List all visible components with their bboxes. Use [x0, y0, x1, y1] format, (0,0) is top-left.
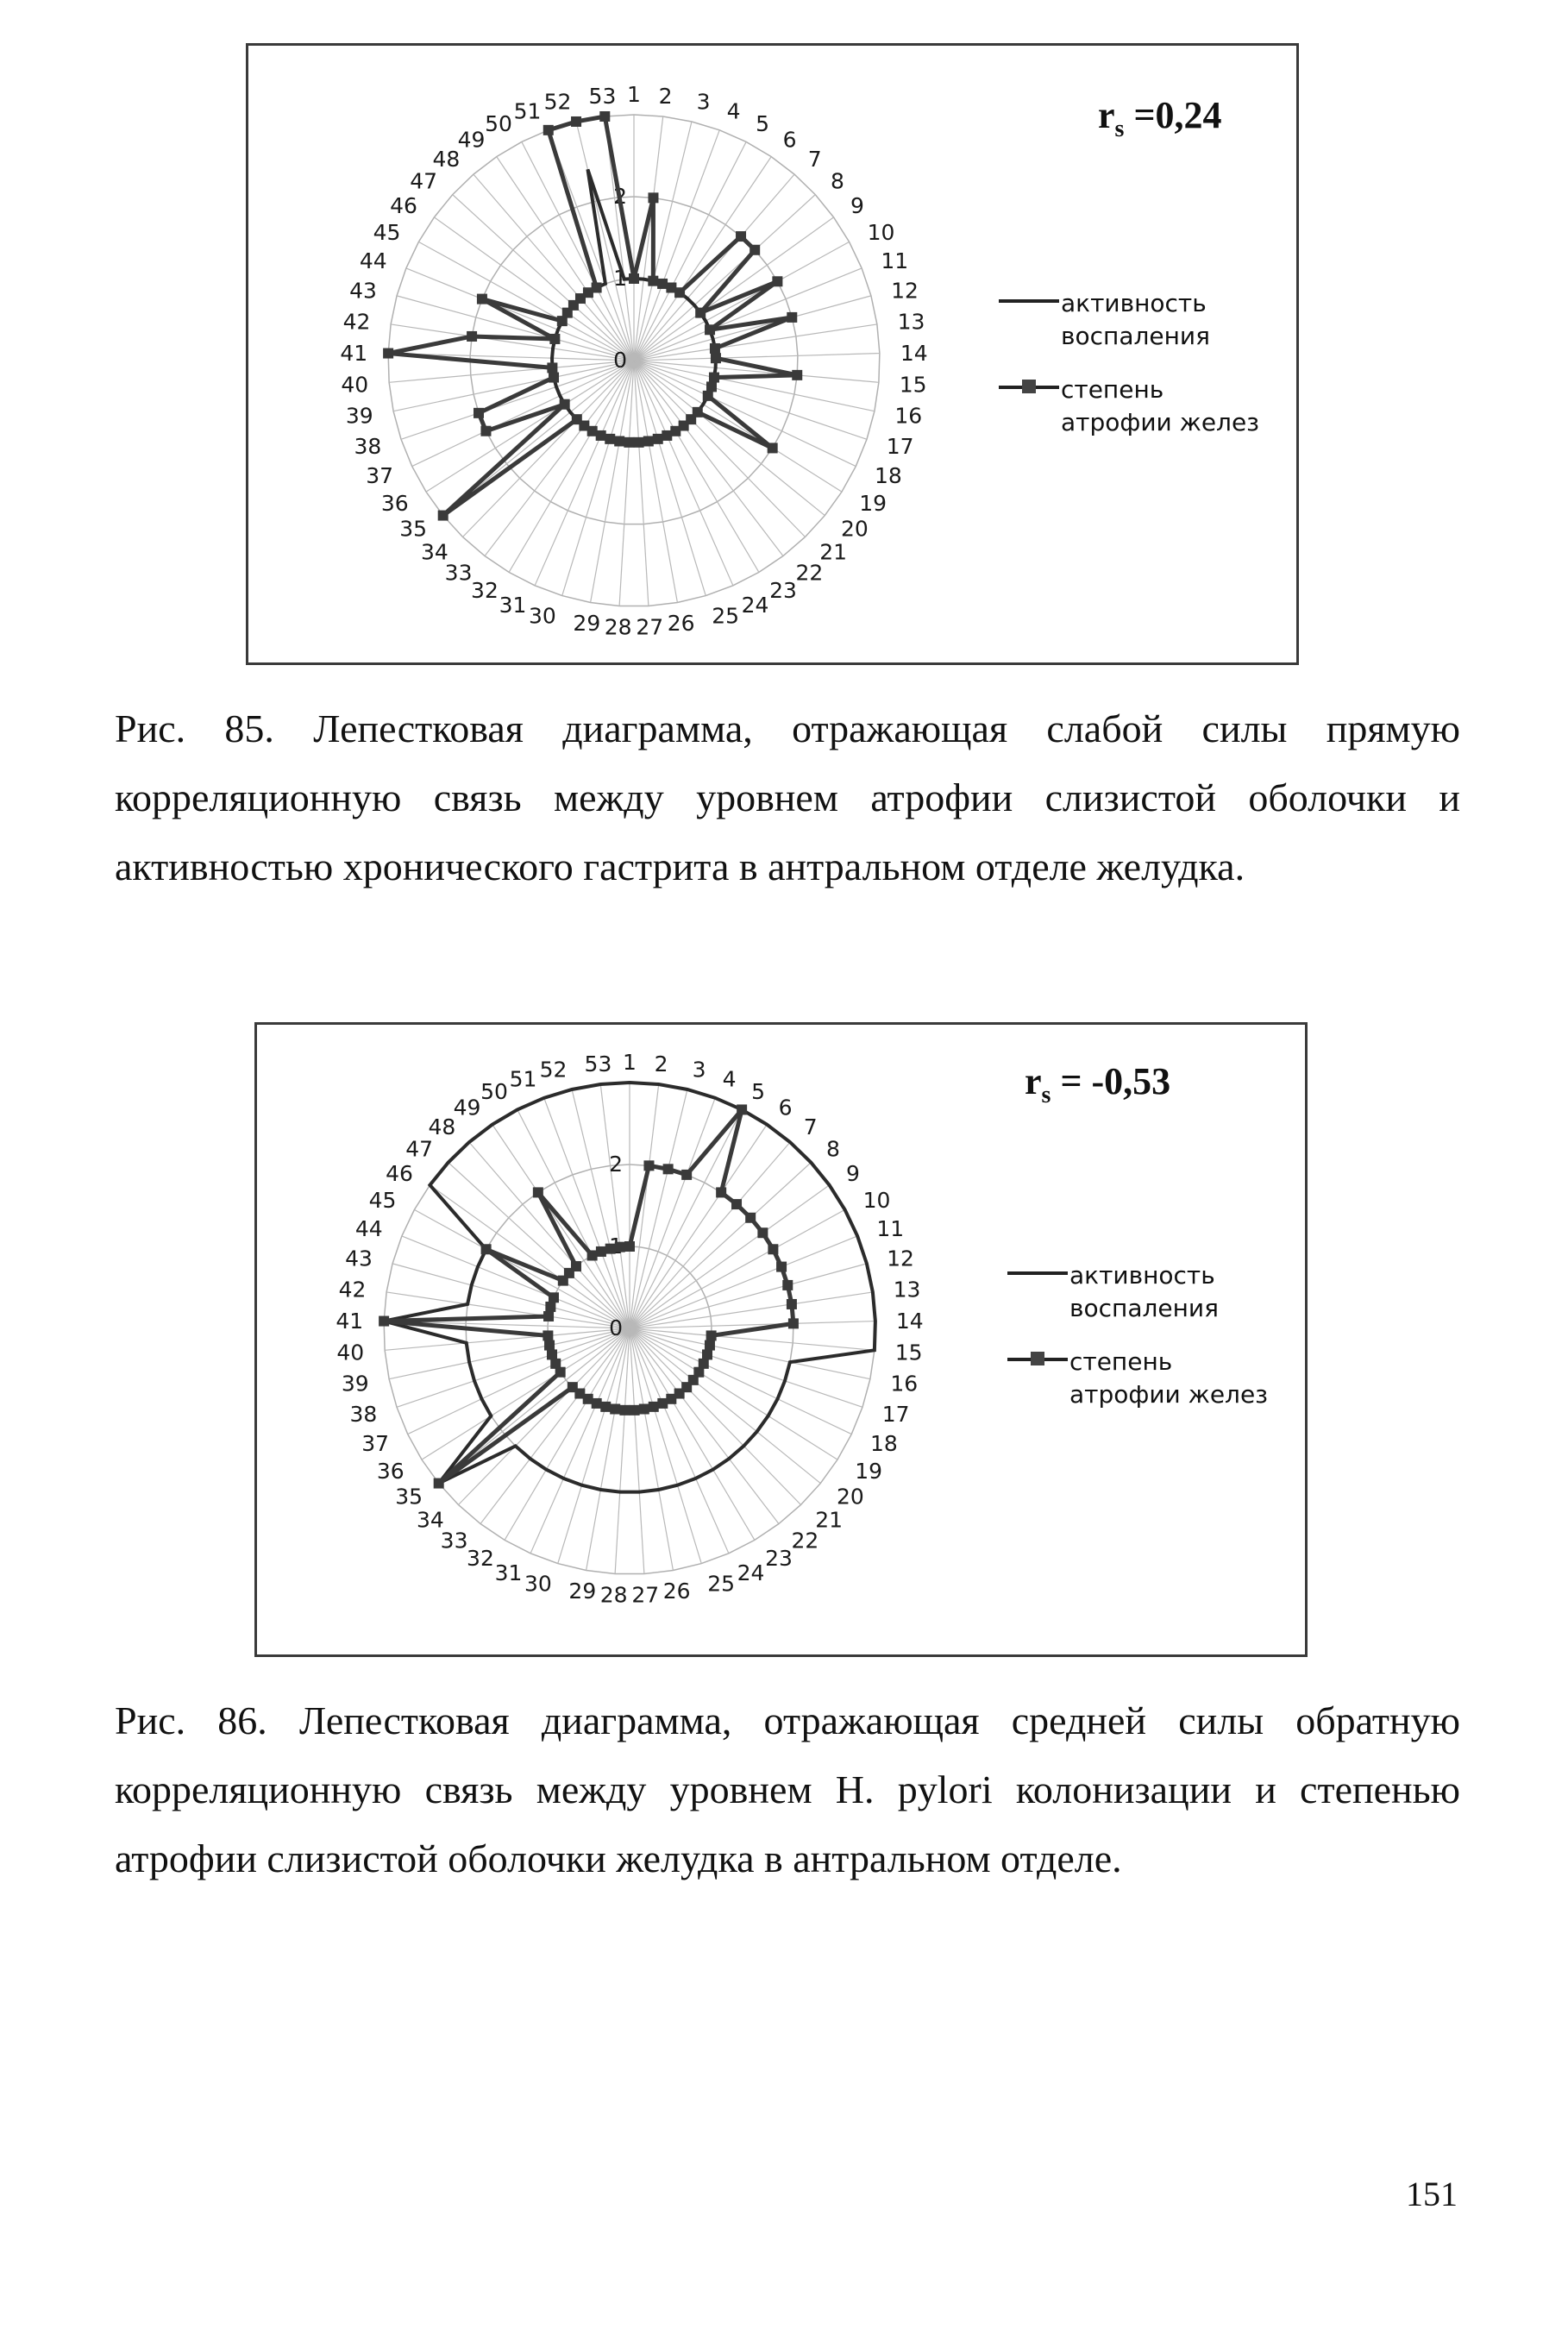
figure-85-chart: 0 1 2 1 2 3 4 5 6 7 8 9 10 11 12 13 14 15 16 17 18 19 20 21 22 23 24 25 26 27 28 29 30 31 32 33 34 35 36 37 38 39 40 41 42 43 44 45 46 47 48 49 50 51 52 53 $r_s =0,24$ активность воспаления степень атрофии желез — [246, 43, 1299, 665]
series-point — [438, 511, 448, 521]
category-label: 41 — [340, 340, 368, 366]
category-label: 50 — [485, 111, 512, 137]
series-point — [695, 308, 706, 318]
series-point — [757, 1227, 768, 1238]
category-label: 33 — [444, 560, 473, 586]
series-point — [737, 1104, 747, 1114]
series-point — [710, 343, 720, 354]
category-label: 20 — [836, 1484, 864, 1510]
category-label: 15 — [899, 372, 927, 398]
series-point — [745, 1213, 756, 1223]
ring-label: 0 — [613, 348, 627, 373]
category-label: 30 — [528, 603, 556, 629]
series-point — [648, 276, 658, 286]
series-point — [571, 1261, 581, 1271]
series-point — [736, 231, 746, 242]
category-label: 4 — [722, 1066, 737, 1092]
series-point — [549, 373, 559, 383]
series-point — [383, 348, 393, 359]
radar-spoke — [630, 1236, 857, 1328]
category-label: 2 — [654, 1052, 668, 1077]
category-label: 28 — [604, 614, 632, 640]
radar-spoke — [630, 1292, 873, 1328]
series-point — [571, 116, 581, 127]
radar-spoke — [634, 361, 879, 382]
series-point — [639, 1404, 649, 1415]
radar-spoke — [414, 1209, 630, 1328]
series-point — [634, 437, 644, 448]
series-point — [605, 1244, 616, 1254]
series-point — [681, 1170, 692, 1180]
ring-label: 2 — [609, 1152, 623, 1177]
radar-spoke — [406, 268, 634, 361]
category-label: 38 — [349, 1401, 378, 1427]
series-point — [643, 436, 654, 447]
radar-spoke — [389, 1328, 630, 1379]
category-label: 39 — [345, 403, 373, 429]
series-point — [544, 1340, 555, 1351]
category-label: 35 — [395, 1484, 423, 1510]
category-label: 16 — [890, 1371, 919, 1397]
series-point — [663, 1164, 674, 1174]
series-point — [788, 1318, 799, 1328]
series-point — [549, 334, 560, 344]
ring-label: 1 — [613, 266, 627, 291]
series-line — [388, 116, 797, 516]
category-label: 36 — [376, 1458, 405, 1484]
radar-spoke — [630, 1328, 644, 1573]
category-label: 16 — [894, 403, 923, 429]
category-label: 21 — [815, 1507, 844, 1533]
category-label: 4 — [726, 98, 741, 124]
radar-spoke — [630, 1328, 870, 1379]
radar-spoke — [630, 1109, 742, 1328]
radar-spoke — [397, 1328, 630, 1407]
category-label: 2 — [658, 84, 673, 110]
series-point — [543, 1330, 553, 1340]
category-label: 35 — [399, 516, 428, 542]
category-label: 45 — [373, 219, 401, 245]
series-point — [600, 1402, 611, 1412]
category-label: 27 — [636, 614, 664, 640]
category-label: 46 — [386, 1160, 413, 1186]
radar-spoke — [535, 361, 634, 586]
radar-spoke — [615, 1328, 630, 1573]
series-point — [624, 437, 634, 448]
radar-spoke — [634, 242, 850, 361]
radar-spoke — [634, 361, 806, 537]
category-label: 27 — [631, 1582, 660, 1608]
series-point — [768, 1244, 778, 1254]
series-point — [711, 353, 721, 363]
series-point — [630, 1405, 640, 1416]
radar-spoke — [634, 354, 880, 361]
category-label: 48 — [432, 146, 461, 172]
category-label: 47 — [410, 168, 438, 194]
category-label: 37 — [366, 462, 394, 488]
series-point — [648, 192, 658, 203]
category-label: 26 — [667, 611, 695, 637]
category-label: 8 — [825, 1136, 840, 1162]
category-label: 53 — [588, 84, 617, 110]
category-label: 5 — [756, 111, 770, 137]
figure-86-chart: 0 2 1 2 3 4 5 6 7 8 9 10 11 12 13 14 15 16 17 18 19 20 21 22 23 24 25 26 27 28 29 30 31 32 33 34 35 36 37 38 39 40 41 42 43 44 45 46 47 48 49 50 51 52 53 $r_s = -0,53$ активность воспаления степень атрофии желез — [254, 1022, 1308, 1657]
category-label: 3 — [696, 89, 711, 115]
radar-spoke — [619, 361, 634, 606]
series-point — [572, 414, 582, 424]
radar-spoke — [634, 324, 877, 361]
page-number: 151 — [1406, 2175, 1458, 2213]
category-label: 7 — [807, 146, 822, 172]
radar-spoke — [530, 1328, 630, 1554]
radar-chart-86 — [257, 1025, 1305, 1654]
series-point — [787, 1299, 797, 1309]
series-point — [768, 443, 778, 453]
correlation-coefficient: $r_s = -0,53$ — [1025, 1060, 1171, 1108]
category-label: 34 — [420, 539, 448, 565]
legend-line-icon — [1007, 1271, 1068, 1275]
category-label: 34 — [416, 1507, 444, 1533]
category-label: 1 — [627, 82, 641, 107]
radar-spoke — [474, 174, 634, 361]
series-point — [615, 1242, 625, 1252]
series-point — [610, 1404, 620, 1415]
category-label: 18 — [874, 462, 902, 488]
series-point — [543, 125, 554, 135]
category-label: 51 — [509, 1066, 537, 1092]
series-point — [643, 1160, 654, 1171]
series-point — [592, 282, 602, 292]
radar-spoke — [634, 361, 842, 492]
category-label: 44 — [359, 248, 387, 273]
category-label: 51 — [513, 98, 542, 124]
series-point — [653, 434, 663, 444]
category-label: 40 — [341, 372, 369, 398]
category-label: 48 — [428, 1114, 456, 1139]
category-label: 8 — [830, 168, 844, 194]
category-label: 9 — [846, 1160, 860, 1186]
series-point — [605, 434, 615, 444]
category-label: 7 — [803, 1114, 818, 1139]
category-label: 41 — [336, 1308, 364, 1334]
series-point — [674, 287, 685, 298]
series-point — [477, 294, 487, 304]
correlation-coefficient: $r_s =0,24$ — [1098, 94, 1222, 142]
category-label: 31 — [494, 1560, 523, 1585]
series-point — [599, 111, 610, 122]
series-point — [481, 1244, 492, 1254]
radar-spoke — [402, 1236, 630, 1328]
category-label: 14 — [900, 340, 928, 366]
category-label: 23 — [765, 1546, 793, 1572]
category-label: 12 — [891, 278, 919, 304]
category-label: 1 — [623, 1050, 637, 1075]
category-label: 24 — [741, 592, 769, 618]
series-point — [545, 1302, 555, 1312]
category-label: 30 — [524, 1571, 552, 1597]
category-label: 39 — [341, 1371, 369, 1397]
series-point — [434, 1478, 444, 1489]
series-point — [474, 408, 484, 418]
category-label: 17 — [881, 1401, 910, 1427]
category-label: 10 — [862, 1187, 891, 1213]
legend-square-marker-icon — [999, 386, 1059, 389]
series-point — [379, 1316, 389, 1327]
series-point — [662, 430, 672, 441]
series-point — [587, 1250, 598, 1260]
ring-label: 2 — [613, 184, 627, 209]
category-label: 3 — [692, 1057, 706, 1083]
series-point — [716, 1187, 726, 1197]
radar-spoke — [462, 361, 634, 537]
category-label: 24 — [737, 1560, 765, 1585]
series-2 — [376, 1104, 799, 1488]
category-label: 42 — [342, 309, 371, 335]
category-label: 19 — [855, 1458, 883, 1484]
legend-line-icon — [999, 299, 1059, 303]
category-label: 13 — [897, 309, 925, 335]
category-label: 32 — [467, 1546, 494, 1572]
category-label: 5 — [751, 1079, 766, 1105]
category-label: 12 — [887, 1246, 914, 1271]
category-label: 49 — [453, 1095, 481, 1121]
series-point — [657, 279, 668, 289]
category-label: 50 — [480, 1079, 508, 1105]
series-point — [614, 436, 624, 447]
category-label: 53 — [584, 1052, 612, 1077]
series-point — [547, 1349, 557, 1359]
series-point — [547, 362, 557, 373]
series-point — [702, 1349, 712, 1359]
series-point — [731, 1199, 742, 1209]
category-label: 52 — [539, 1057, 568, 1083]
legend-square-marker-icon — [1007, 1358, 1068, 1361]
category-label: 6 — [782, 127, 797, 153]
radar-spoke — [517, 1109, 630, 1328]
radar-grid — [340, 82, 927, 639]
figure-86-caption: Рис. 86. Лепестковая диаграмма, отражающая средней силы обратную корреляционную связь между уровнем H. pylori колонизации и степенью атрофии слизистой оболочки желудка в антральном отделе. — [115, 1698, 1460, 1880]
category-label: 19 — [859, 490, 887, 516]
series-point — [792, 370, 802, 380]
category-label: 40 — [336, 1340, 365, 1365]
category-label: 25 — [712, 603, 740, 629]
radar-spoke — [393, 361, 634, 411]
category-label: 32 — [471, 578, 499, 604]
category-label: 44 — [354, 1215, 383, 1241]
category-label: 36 — [380, 490, 409, 516]
category-label: 31 — [499, 592, 527, 618]
radar-spoke — [634, 268, 862, 361]
series-point — [560, 399, 570, 410]
category-label: 11 — [881, 248, 909, 273]
category-label: 17 — [886, 433, 914, 459]
series-point — [568, 1382, 578, 1392]
radar-spoke — [630, 1328, 801, 1504]
series-point — [709, 373, 719, 383]
radar-spoke — [630, 1098, 715, 1328]
category-label: 42 — [338, 1277, 367, 1303]
category-label: 49 — [457, 127, 486, 153]
series-point — [703, 391, 713, 401]
category-label: 14 — [895, 1308, 924, 1334]
radar-spoke — [634, 361, 733, 586]
series-point — [772, 276, 782, 286]
radar-grid — [336, 1050, 923, 1607]
series-point — [624, 1241, 635, 1252]
radar-spoke — [630, 1328, 837, 1460]
series-point — [467, 331, 477, 342]
category-label: 11 — [876, 1215, 905, 1241]
series-point — [549, 1292, 559, 1303]
radar-spoke — [422, 1328, 630, 1460]
category-label: 9 — [850, 192, 864, 218]
category-label: 38 — [354, 433, 382, 459]
series-point — [782, 1280, 793, 1290]
category-label: 21 — [819, 539, 848, 565]
series-point — [649, 1402, 659, 1412]
category-label: 6 — [778, 1095, 793, 1121]
series-point — [657, 1398, 668, 1409]
series-point — [550, 1359, 561, 1369]
radar-spoke — [401, 361, 634, 439]
category-label: 20 — [840, 516, 869, 542]
category-label: 37 — [361, 1430, 390, 1456]
series-point — [543, 1311, 554, 1321]
category-label: 43 — [349, 278, 377, 304]
series-point — [533, 1187, 543, 1197]
radar-spoke — [630, 1328, 862, 1407]
radar-spoke — [426, 361, 634, 492]
radar-spoke — [458, 1328, 630, 1504]
series-point — [705, 324, 715, 335]
series-point — [787, 312, 797, 323]
series-point — [706, 1330, 717, 1340]
series-point — [480, 426, 491, 436]
series-point — [750, 245, 760, 255]
category-label: 52 — [543, 89, 572, 115]
category-label: 28 — [599, 1582, 628, 1608]
ring-label: 0 — [609, 1315, 623, 1340]
category-label: 23 — [769, 578, 797, 604]
category-label: 22 — [791, 1528, 819, 1554]
category-label: 29 — [573, 611, 601, 637]
series-point — [619, 1405, 630, 1416]
figure-85-caption: Рис. 85. Лепестковая диаграмма, отражающая слабой силы прямую корреляционную связь между уровнем атрофии слизистой оболочки и активностью хронического гастрита в антральном отделе желудка. — [115, 706, 1460, 888]
series-point — [776, 1262, 787, 1272]
category-label: 45 — [368, 1187, 397, 1213]
radar-spoke — [630, 1328, 729, 1554]
category-label: 26 — [662, 1579, 691, 1604]
category-label: 13 — [893, 1277, 921, 1303]
category-label: 33 — [440, 1528, 468, 1554]
radar-spoke — [630, 1321, 875, 1328]
category-label: 46 — [390, 192, 417, 218]
series-point — [706, 381, 717, 392]
radar-spoke — [630, 1209, 845, 1328]
category-label: 29 — [568, 1579, 597, 1604]
category-label: 25 — [707, 1571, 736, 1597]
category-label: 15 — [894, 1340, 923, 1365]
category-label: 18 — [869, 1430, 898, 1456]
category-label: 47 — [405, 1136, 434, 1162]
series-point — [596, 1246, 606, 1257]
category-label: 22 — [795, 560, 824, 586]
series-point — [705, 1340, 715, 1351]
series-point — [629, 273, 639, 284]
radar-spoke — [634, 361, 649, 606]
category-label: 10 — [867, 219, 895, 245]
category-label: 43 — [345, 1246, 373, 1271]
